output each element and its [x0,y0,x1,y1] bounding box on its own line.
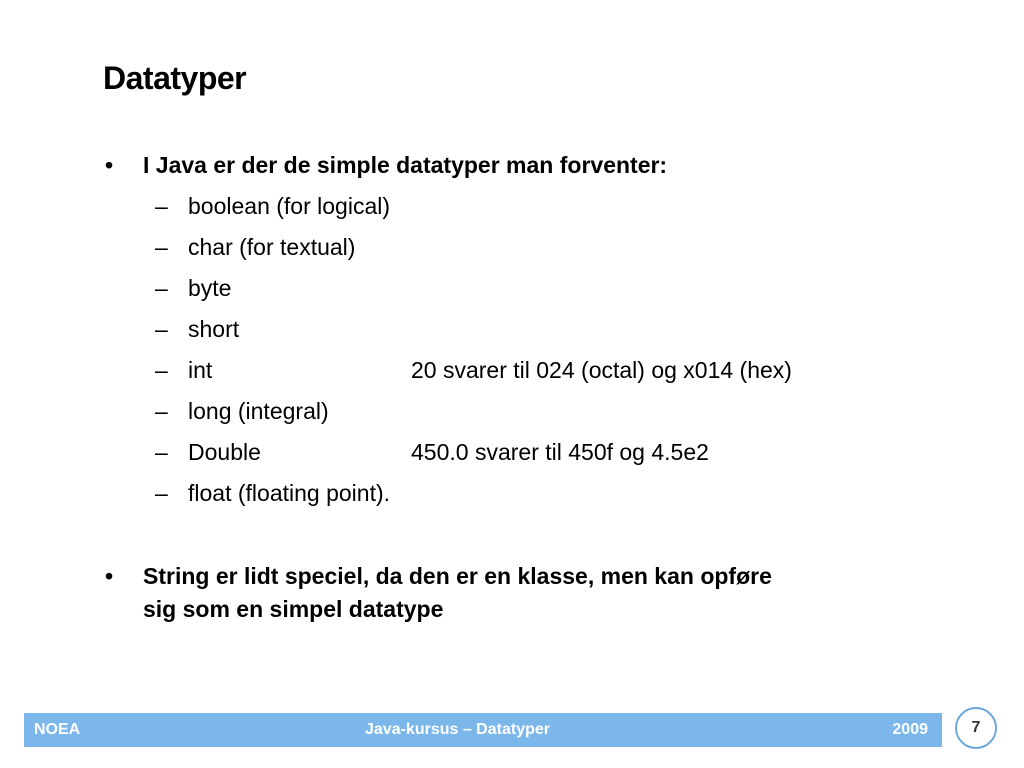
page-number: 7 [955,707,997,749]
sub-item-name: float (floating point). [188,480,391,506]
bullet-mark: • [105,563,114,589]
bullet-mark: • [105,152,114,178]
slide-title: Datatyper [103,60,247,96]
sub-item-name: Double [188,439,261,465]
sub-item-name: char (for textual) [188,234,356,260]
bullet-text-line1: String er lidt speciel, da den er en klasse, men kan opføre [143,563,772,589]
footer-bar [24,713,942,747]
sub-dash: – [155,480,168,506]
sub-item-note: 450.0 svarer til 450f og 4.5e2 [411,439,709,465]
sub-dash: – [155,193,168,219]
sub-item-name: int [188,357,213,383]
sub-dash: – [155,316,168,342]
sub-item-note: 20 svarer til 024 (octal) og x014 (hex) [411,357,792,383]
footer-course-title: Java-kursus – Datatyper [365,721,550,738]
footer-org: NOEA [34,721,81,738]
sub-dash: – [155,398,168,424]
sub-item-name: boolean (for logical) [188,193,391,219]
sub-dash: – [155,439,168,465]
sub-item-name: short [188,316,240,342]
bullet-text: I Java er der de simple datatyper man forventer: [143,152,668,178]
sub-dash: – [155,234,168,260]
sub-item-name: byte [188,275,232,301]
sub-item-name: long (integral) [188,398,329,424]
footer-year: 2009 [892,721,928,738]
sub-dash: – [155,275,168,301]
sub-dash: – [155,357,168,383]
bullet-text-line2: sig som en simpel datatype [143,596,444,622]
